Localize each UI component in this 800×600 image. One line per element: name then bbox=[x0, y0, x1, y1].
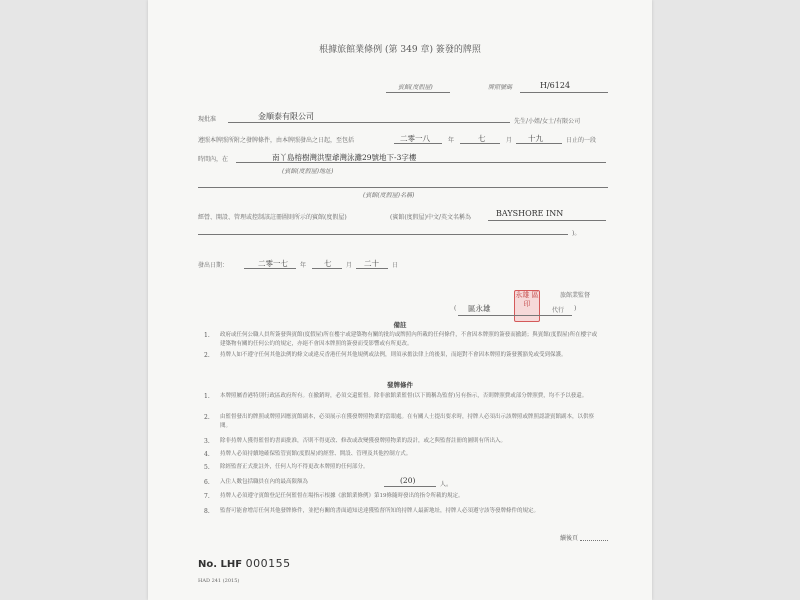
address-line-2 bbox=[198, 187, 608, 188]
condition-num-3: 3. bbox=[204, 438, 210, 445]
validity-month: 七 bbox=[478, 134, 486, 143]
issue-date-label: 發出日期： bbox=[198, 262, 229, 269]
issue-year: 二零一七 bbox=[258, 259, 288, 268]
remark-text-2: 持牌人如不遵守任何其他法例的條文或違反香港任何其他規例或法例，則須承擔法律上的後果，而絕對不會因本牌照的簽發獲豁免或受到保護。 bbox=[220, 352, 567, 358]
condition-text-1: 本牌照屬香港特別行政區政府所有。在撤銷時，必須交還監督。除非旅館業監督(以下簡稱為監督)另有指示，否則牌照費或部分牌照費，均不予以發還。 bbox=[220, 393, 588, 399]
continued-line bbox=[580, 540, 608, 541]
licence-document: 根據旅館業條例 (第 349 章) 簽發的牌照 賓館(度假屋) 牌照號碼 H/6124 現批准 金順泰有限公司 先生/小姐/女士/有限公司 遵照本牌照所附之發牌條件，由本牌照發出之日起，至包括 二零一八 年 七 月 十九 日止的一段 時間內，在 南丫島榕樹灣洪聖爺灣泳灘29號地下-3字樓 (賓館(度假屋)地址) (賓館(度假屋)名稱) 經營、開設、管理或控制該註冊圖則所示的賓館(度假屋) (賓館(度假屋)中文/英文名稱為 BAYSHORE INN )。 發出日期： 二零一七 年 七 月 二十 日 旅館業監督 ( 區永雄 永雄 區印 代行 ) 備註 1. 政府或任何公職人員所簽發與賓館(度假屋)所在樓宇或建築物有關的批約或牌照內所載的任何條件，不會因本牌照的簽發而撤銷；與賓館(度假屋)所在樓宇或建築物有關的任何公約的規定，亦絕不會因本牌照的簽發而受影響或有所更改。 2. 持牌人如不遵守任何其他法例的條文或違反香港任何其他規例或法例，則須承擔法律上的後果，而絕對不會因本牌照的簽發獲豁免或受到保護。 發牌條件 1. 本牌照屬香港特別行政區政府所有。在撤銷時，必須交還監督。除非旅館業監督(以下簡稱為監督)另有指示，否則牌照費或部分牌照費，均不予以發還。 2. 由監督發出的牌照或牌照因應賓館副本，必須展示在獲發牌照物業的當眼處。在有關人士提出要求時，持牌人必須出示該牌照或牌照認證賓館副本，以供察閱。 3. 除非持牌人獲得監督的書面批准，否則不得更改、修改或改變獲發牌照物業的設計，或之與監督註冊的圖則有所出入。 4. 持牌人必須持續地確保監管賓館(度假屋)的經營、開設、管理及其他控制方式。 5. 除經監督正式批註外，任何人均不得更改本牌照的任何部分。 6. 入住人數包括職員在內的最高限額為 (20) 人。 7. 持牌人必須遵守賓館登記任何監督在場指示根據《旅館業條例》第19條隨時發出的指令所載的規定。 8. 監督可能會增訂任何其他發牌條件，並把有關的書面通知送達獲監督所知的持牌人最新地址，持牌人必須遵守該等發牌條件的規定。 續後頁 No. LHF 000155 HAD 241 (2015) bbox=[148, 0, 652, 600]
remark-num-1: 1. bbox=[204, 332, 210, 339]
continued-label: 續後頁 bbox=[560, 535, 579, 542]
max-occupancy: (20) bbox=[400, 476, 416, 485]
signature-underline bbox=[458, 315, 572, 316]
condition-num-1: 1. bbox=[204, 393, 210, 400]
authority-title: 旅館業監督 bbox=[560, 292, 591, 299]
seal-text: 永雄 區印 bbox=[515, 291, 539, 308]
licensee-name: 金順泰有限公司 bbox=[258, 112, 314, 121]
condition-num-6: 6. bbox=[204, 479, 210, 486]
licensee-underline bbox=[228, 122, 510, 123]
licensee-suffix: 先生/小姐/女士/有限公司 bbox=[514, 118, 581, 125]
validity-text: 遵照本牌照所附之發牌條件，由本牌照發出之日起，至包括 bbox=[198, 137, 355, 144]
conditions-title: 發牌條件 bbox=[387, 381, 413, 389]
validity-day: 十九 bbox=[528, 134, 543, 143]
condition-text-4: 持牌人必須持續地確保監管賓館(度假屋)的經營、開設、管理及其他控制方式。 bbox=[220, 451, 412, 457]
remark-text-1: 政府或任何公職人員所簽發與賓館(度假屋)所在樓宇或建築物有關的批約或牌照內所載的任何條件，不會因本牌照的簽發而撤銷；與賓館(度假屋)所在樓宇或建築物有關的任何公約的規定，亦絕不會因本牌照的簽發而受影響或有所更改。 bbox=[220, 332, 598, 347]
condition-text-5: 除經監督正式批註外，任何人均不得更改本牌照的任何部分。 bbox=[220, 464, 369, 470]
max-occupancy-underline bbox=[384, 486, 436, 487]
hotel-name-underline bbox=[488, 220, 606, 221]
validity-year: 二零一八 bbox=[400, 134, 430, 143]
condition-text-8: 監督可能會增訂任何其他發牌條件，並把有關的書面通知送達獲監督所知的持牌人最新地址，持牌人必須遵守該等發牌條件的規定。 bbox=[220, 508, 540, 514]
condition-num-2: 2. bbox=[204, 414, 210, 421]
operation-closing: )。 bbox=[572, 230, 581, 237]
condition-num-5: 5. bbox=[204, 464, 210, 471]
condition-num-8: 8. bbox=[204, 508, 210, 515]
issue-month-underline bbox=[312, 268, 342, 269]
hotel-name-label: (賓館(度假屋)中文/英文名稱為 bbox=[390, 214, 472, 221]
issue-year-label: 年 bbox=[300, 262, 307, 269]
acting-label: 代行 bbox=[552, 307, 565, 314]
issue-month: 七 bbox=[324, 259, 332, 268]
validity-day-label: 日止的一段 bbox=[566, 137, 597, 144]
remarks-title: 備註 bbox=[393, 321, 407, 329]
condition-text-7: 持牌人必須遵守賓館登記任何監督在場指示根據《旅館業條例》第19條隨時發出的指令所載的規定。 bbox=[220, 493, 464, 499]
remark-num-2: 2. bbox=[204, 352, 210, 359]
licence-serial bbox=[198, 557, 291, 570]
address-underline bbox=[236, 162, 606, 163]
page-title: 根據旅館業條例 (第 349 章) 簽發的牌照 bbox=[319, 45, 481, 55]
issue-month-label: 月 bbox=[346, 262, 353, 269]
licensee-prefix: 現批准 bbox=[198, 116, 217, 123]
condition-text-6: 入住人數包括職員在內的最高限額為 bbox=[220, 479, 309, 485]
hotel-type-underline bbox=[386, 92, 450, 93]
issue-day: 二十 bbox=[364, 259, 379, 268]
address-caption: (賓館(度假屋)地址) bbox=[282, 168, 334, 175]
licence-serial-prefix: No. LHF bbox=[198, 559, 243, 570]
validity-year-underline bbox=[394, 143, 442, 144]
condition-text-2: 由監督發出的牌照或牌照因應賓館副本，必須展示在獲發牌照物業的當眼處。在有關人士提出要求時，持牌人必須出示該牌照或牌照認證賓館副本，以供察閱。 bbox=[220, 414, 595, 429]
validity-month-label: 月 bbox=[506, 137, 513, 144]
validity-day-underline bbox=[516, 143, 562, 144]
licence-no-underline bbox=[520, 92, 608, 93]
licence-serial-number: 000155 bbox=[245, 557, 291, 570]
condition-num-4: 4. bbox=[204, 451, 210, 458]
operation-line-2 bbox=[198, 234, 568, 235]
issue-year-underline bbox=[244, 268, 296, 269]
licence-no-value: H/6124 bbox=[540, 81, 571, 90]
operation-text: 經營、開設、管理或控制該註冊圖則所示的賓館(度假屋) bbox=[198, 214, 347, 221]
validity-year-label: 年 bbox=[448, 137, 455, 144]
hotel-name: BAYSHORE INN bbox=[496, 209, 564, 218]
validity-month-underline bbox=[460, 143, 500, 144]
issue-day-label: 日 bbox=[392, 262, 399, 269]
occupancy-unit: 人。 bbox=[440, 481, 453, 488]
hotel-type-label: 賓館(度假屋) bbox=[398, 84, 433, 91]
condition-num-7: 7. bbox=[204, 493, 210, 500]
condition-text-3: 除非持牌人獲得監督的書面批准，否則不得更改、修改或改變獲發牌照物業的設計，或之與監督註冊的圖則有所出入。 bbox=[220, 438, 507, 444]
official-seal bbox=[514, 290, 540, 322]
form-code: HAD 241 (2015) bbox=[198, 578, 240, 584]
hotel-name-caption: (賓館(度假屋)名稱) bbox=[363, 192, 415, 199]
signatory-name: 區永雄 bbox=[468, 304, 491, 313]
address-prefix: 時間內，在 bbox=[198, 156, 229, 163]
address-value: 南丫島榕樹灣洪聖爺灣泳灘29號地下-3字樓 bbox=[272, 153, 417, 162]
licence-no-label: 牌照號碼 bbox=[488, 84, 513, 91]
issue-day-underline bbox=[356, 268, 388, 269]
